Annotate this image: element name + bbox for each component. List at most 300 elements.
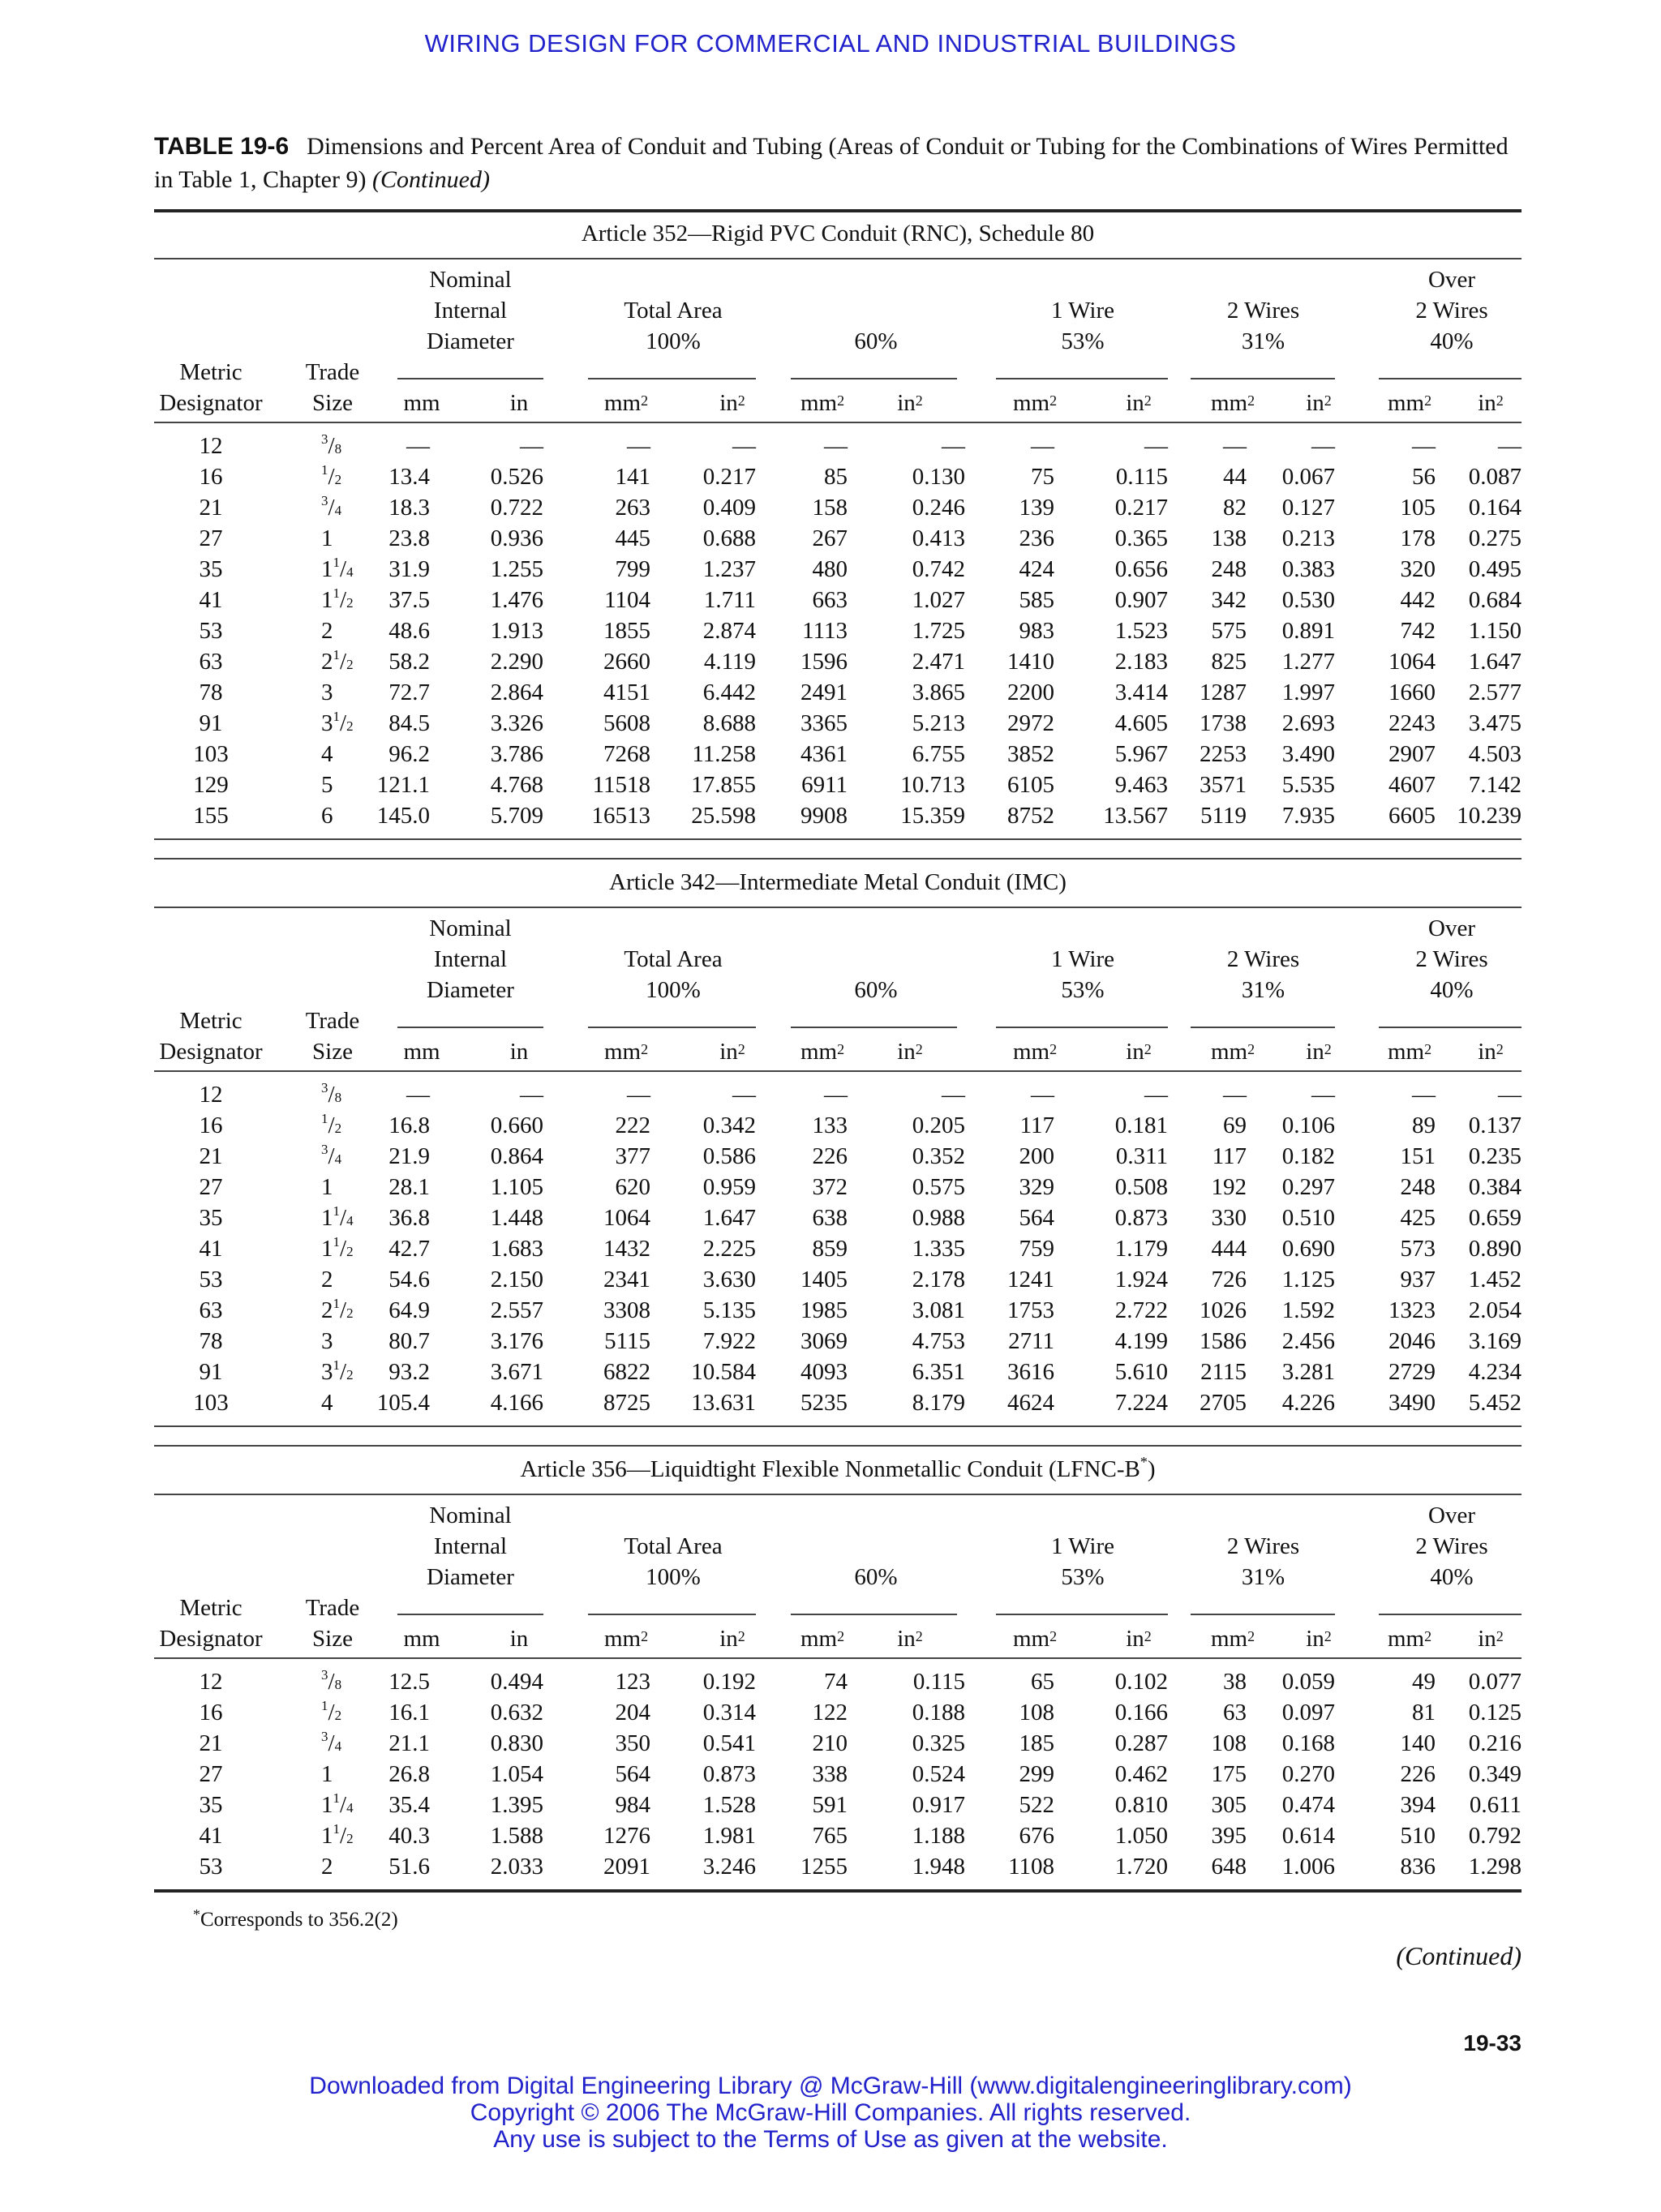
- table-cell: —: [1223, 1082, 1247, 1108]
- table-cell: 18.3: [388, 495, 430, 521]
- table-cell: 395: [1211, 1823, 1247, 1849]
- table-cell: 1.997: [1281, 679, 1335, 705]
- table-cell: 6.351: [912, 1359, 965, 1385]
- group-underline: [791, 1614, 957, 1615]
- trade-size: 2: [321, 1854, 333, 1880]
- header-top-rule: [154, 1494, 1522, 1495]
- table-cell: 2.290: [490, 649, 543, 675]
- table-cell: 8.688: [702, 710, 756, 736]
- table-cell: 21.1: [388, 1730, 430, 1756]
- header-31: 31%: [1241, 1564, 1285, 1590]
- table-cell: 1.125: [1281, 1267, 1335, 1292]
- table-cell: 0.213: [1281, 525, 1335, 551]
- table-cell: 1.452: [1468, 1267, 1522, 1292]
- table-cell: 1.277: [1281, 649, 1335, 675]
- header-unit-in: $in^2$: [897, 390, 923, 416]
- footnote-mark: *: [193, 1906, 200, 1923]
- trade-size: $1^1/2$: [321, 585, 354, 613]
- table-cell: 2.471: [912, 649, 965, 675]
- table-cell: 2243: [1388, 710, 1436, 736]
- metric-designator: 16: [199, 1700, 223, 1725]
- table-label: TABLE 19-6: [154, 133, 290, 160]
- header-bottom-rule: [154, 1657, 1522, 1659]
- group-underline: [1191, 1614, 1335, 1615]
- table-cell: 0.181: [1114, 1112, 1168, 1138]
- table-cell: —: [1223, 433, 1247, 459]
- header-unit-mm: $mm^2$: [1387, 1626, 1432, 1652]
- table-cell: 0.314: [702, 1700, 756, 1725]
- page-number: 19-33: [1463, 2030, 1522, 2056]
- group-underline: [996, 1614, 1168, 1615]
- table-cell: 5.452: [1468, 1390, 1522, 1416]
- header-over-2-wires: 2 Wires: [1415, 946, 1488, 972]
- table-cell: 2.225: [702, 1236, 756, 1262]
- trade-size: $^1$/2: [321, 1698, 342, 1725]
- table-cell: 1113: [802, 618, 848, 644]
- header-unit-in: $in^2$: [897, 1626, 923, 1652]
- group-underline: [397, 1614, 543, 1615]
- trade-size: $^1$/2: [321, 1111, 342, 1138]
- table-cell: 0.297: [1281, 1174, 1335, 1200]
- superscript-2: 2: [837, 392, 845, 409]
- table-cell: 0.349: [1468, 1761, 1522, 1787]
- table-cell: —: [1412, 433, 1436, 459]
- table-cell: 1.179: [1114, 1236, 1168, 1262]
- table-cell: 7.935: [1281, 803, 1335, 829]
- table-cell: 1.711: [703, 587, 756, 613]
- table-cell: 158: [812, 495, 848, 521]
- table-cell: 442: [1400, 587, 1436, 613]
- header-1-wire: 1 Wire: [1050, 298, 1115, 324]
- table-cell: 185: [1019, 1730, 1054, 1756]
- trade-size: $1^1/4$: [321, 555, 354, 582]
- metric-designator: 53: [199, 1854, 223, 1880]
- superscript-2: 2: [1049, 392, 1058, 409]
- table-cell: 1586: [1200, 1328, 1247, 1354]
- table-cell: 0.270: [1281, 1761, 1335, 1787]
- header-40: 40%: [1430, 977, 1474, 1003]
- table-cell: 836: [1400, 1854, 1436, 1880]
- table-cell: —: [942, 1082, 965, 1108]
- header-size: Size: [312, 1039, 353, 1065]
- table-cell: 56: [1412, 464, 1436, 490]
- table-cell: 0.660: [490, 1112, 543, 1138]
- table-cell: 204: [615, 1700, 650, 1725]
- table-cell: 2115: [1200, 1359, 1247, 1385]
- header-60: 60%: [854, 977, 898, 1003]
- table-cell: 305: [1211, 1792, 1247, 1818]
- table-cell: 89: [1412, 1112, 1436, 1138]
- table-cell: 9.463: [1114, 772, 1168, 798]
- metric-designator: 41: [199, 1823, 223, 1849]
- table-cell: 1.150: [1468, 618, 1522, 644]
- table-cell: 4.226: [1281, 1390, 1335, 1416]
- table-cell: 0.192: [702, 1669, 756, 1695]
- header-unit-mm: mm: [403, 1626, 440, 1652]
- table-cell: 1738: [1200, 710, 1247, 736]
- header-unit-in: in: [509, 1039, 529, 1065]
- table-cell: 0.614: [1281, 1823, 1335, 1849]
- group-underline: [996, 378, 1168, 379]
- header-metric: Metric: [179, 1595, 242, 1621]
- header-metric: Metric: [179, 359, 242, 385]
- table-cell: 0.586: [702, 1143, 756, 1169]
- table-cell: 54.6: [388, 1267, 430, 1292]
- header-unit-mm: $mm^2$: [800, 1626, 845, 1652]
- table-cell: 0.164: [1468, 495, 1522, 521]
- trade-size: 4: [321, 1390, 333, 1416]
- table-cell: 1276: [603, 1823, 650, 1849]
- table-cell: 445: [615, 525, 650, 551]
- superscript-2: 2: [915, 1628, 923, 1644]
- trade-size: $3^1/2$: [321, 1357, 354, 1385]
- table-cell: 5.967: [1114, 741, 1168, 767]
- table-cell: 564: [1019, 1205, 1054, 1231]
- table-cell: 1.448: [490, 1205, 543, 1231]
- trade-size: $3^1/2$: [321, 709, 354, 736]
- header-2-wires: 2 Wires: [1226, 1533, 1300, 1559]
- table-cell: 8.179: [912, 1390, 965, 1416]
- table-cell: 0.217: [1114, 495, 1168, 521]
- table-cell: 329: [1019, 1174, 1054, 1200]
- table-cell: 0.864: [490, 1143, 543, 1169]
- table-cell: 74: [824, 1669, 848, 1695]
- table-cell: —: [520, 433, 543, 459]
- table-cell: —: [406, 1082, 430, 1108]
- table-cell: 510: [1400, 1823, 1436, 1849]
- table-cell: 1108: [1008, 1854, 1054, 1880]
- table-cell: 983: [1019, 618, 1054, 644]
- metric-designator: 91: [199, 710, 223, 736]
- header-total-100: 100%: [646, 328, 701, 354]
- table-cell: 1.395: [490, 1792, 543, 1818]
- superscript-2: 2: [1144, 1041, 1152, 1057]
- table-cell: 3616: [1007, 1359, 1054, 1385]
- table-cell: —: [406, 433, 430, 459]
- header-nominal: Nominal: [429, 915, 512, 941]
- header-unit-mm: $mm^2$: [603, 1626, 649, 1652]
- table-cell: 42.7: [388, 1236, 430, 1262]
- header-total-100: 100%: [646, 977, 701, 1003]
- header-unit-in: $in^2$: [719, 1626, 745, 1652]
- table-cell: 1405: [800, 1267, 848, 1292]
- table-cell: 522: [1019, 1792, 1054, 1818]
- table-cell: 263: [615, 495, 650, 521]
- header-total-area: Total Area: [624, 946, 723, 972]
- table-cell: —: [732, 1082, 756, 1108]
- table-cell: —: [627, 1082, 650, 1108]
- table-cell: 248: [1400, 1174, 1436, 1200]
- trade-size: $^3$/8: [321, 431, 342, 459]
- header-unit-mm: $mm^2$: [1210, 390, 1255, 416]
- table-cell: 1.476: [490, 587, 543, 613]
- table-cell: 1.054: [490, 1761, 543, 1787]
- header-2-wires: 2 Wires: [1226, 946, 1300, 972]
- table-cell: 394: [1400, 1792, 1436, 1818]
- superscript-2: 2: [1247, 1041, 1255, 1057]
- superscript-2: 2: [1144, 1628, 1152, 1644]
- section-top-rule: [154, 1445, 1522, 1447]
- table-cell: 676: [1019, 1823, 1054, 1849]
- table-cell: 108: [1211, 1730, 1247, 1756]
- table-cell: 3308: [603, 1297, 650, 1323]
- header-total-100: 100%: [646, 1564, 701, 1590]
- metric-designator: 53: [199, 1267, 223, 1292]
- table-cell: 1.105: [490, 1174, 543, 1200]
- table-cell: 1.924: [1114, 1267, 1168, 1292]
- table-cell: 3.326: [490, 710, 543, 736]
- table-cell: 3.490: [1281, 741, 1335, 767]
- table-cell: 0.611: [1469, 1792, 1522, 1818]
- table-cell: 0.742: [912, 556, 965, 582]
- group-underline: [1379, 1027, 1522, 1028]
- table-cell: 0.508: [1114, 1174, 1168, 1200]
- table-cell: 105.4: [376, 1390, 430, 1416]
- table-cell: 2.693: [1281, 710, 1335, 736]
- table-cell: 1.720: [1114, 1854, 1168, 1880]
- table-cell: 1.237: [702, 556, 756, 582]
- table-cell: 1.027: [912, 587, 965, 613]
- table-cell: 192: [1211, 1174, 1247, 1200]
- header-unit-in: in: [509, 1626, 529, 1652]
- table-cell: 0.988: [912, 1205, 965, 1231]
- group-underline: [791, 1027, 957, 1028]
- header-unit-in: $in^2$: [1306, 1039, 1332, 1065]
- table-cell: —: [1144, 433, 1168, 459]
- table-cell: 6.755: [912, 741, 965, 767]
- header-unit-mm: mm: [403, 390, 440, 416]
- header-unit-mm: $mm^2$: [1210, 1039, 1255, 1065]
- table-cell: 65: [1031, 1669, 1054, 1695]
- superscript-2: 2: [1049, 1628, 1058, 1644]
- metric-designator: 21: [199, 1143, 223, 1169]
- table-cell: 133: [812, 1112, 848, 1138]
- table-cell: 0.125: [1468, 1700, 1522, 1725]
- table-cell: 17.855: [691, 772, 756, 798]
- table-cell: 93.2: [388, 1359, 430, 1385]
- header-unit-in: $in^2$: [719, 1039, 745, 1065]
- trade-size: $1^1/4$: [321, 1790, 354, 1818]
- table-cell: 0.510: [1281, 1205, 1335, 1231]
- table-cell: 3.630: [702, 1267, 756, 1292]
- group-underline: [1379, 1614, 1522, 1615]
- table-cell: 1104: [604, 587, 650, 613]
- superscript-2: 2: [737, 1041, 745, 1057]
- trade-size: $2^1/2$: [321, 647, 354, 675]
- table-cell: 96.2: [388, 741, 430, 767]
- table-cell: 0.873: [1114, 1205, 1168, 1231]
- metric-designator: 129: [193, 772, 229, 798]
- table-cell: 3.671: [490, 1359, 543, 1385]
- table-cell: 825: [1211, 649, 1247, 675]
- trade-size: 6: [321, 803, 333, 829]
- table-cell: 0.526: [490, 464, 543, 490]
- trade-size: 1: [321, 1761, 333, 1787]
- table-cell: 1.006: [1281, 1854, 1335, 1880]
- header-diameter: Diameter: [427, 328, 514, 354]
- metric-designator: 35: [199, 1205, 223, 1231]
- table-cell: 1432: [603, 1236, 650, 1262]
- download-notice-line3: Any use is subject to the Terms of Use as given at the website.: [493, 2126, 1168, 2153]
- table-cell: 480: [812, 556, 848, 582]
- superscript-2: 2: [737, 1628, 745, 1644]
- table-cell: 8752: [1007, 803, 1054, 829]
- table-cell: 3.865: [912, 679, 965, 705]
- superscript-2: 2: [915, 392, 923, 409]
- table-cell: 4.119: [703, 649, 756, 675]
- header-internal: Internal: [433, 1533, 508, 1559]
- superscript-2: 2: [1424, 1041, 1432, 1057]
- table-cell: 7.142: [1468, 772, 1522, 798]
- superscript-2: 2: [641, 392, 649, 409]
- table-cell: 0.659: [1468, 1205, 1522, 1231]
- table-cell: 1.981: [702, 1823, 756, 1849]
- header-over: Over: [1428, 915, 1475, 941]
- table-cell: 372: [812, 1174, 848, 1200]
- header-bottom-rule: [154, 1070, 1522, 1072]
- metric-designator: 12: [199, 1669, 223, 1695]
- header-unit-mm: $mm^2$: [603, 390, 649, 416]
- header-unit-mm: $mm^2$: [800, 390, 845, 416]
- table-cell: 236: [1019, 525, 1054, 551]
- table-cell: 648: [1211, 1854, 1247, 1880]
- table-cell: 4093: [800, 1359, 848, 1385]
- table-cell: 444: [1211, 1236, 1247, 1262]
- header-nominal: Nominal: [429, 1503, 512, 1528]
- table-cell: 663: [812, 587, 848, 613]
- table-cell: 0.097: [1281, 1700, 1335, 1725]
- section-bottom-rule: [154, 838, 1522, 840]
- table-cell: 342: [1211, 587, 1247, 613]
- metric-designator: 155: [193, 803, 229, 829]
- table-cell: 0.352: [912, 1143, 965, 1169]
- table-cell: 0.087: [1468, 464, 1522, 490]
- table-cell: 1.948: [912, 1854, 965, 1880]
- section-top-rule: [154, 209, 1522, 212]
- table-cell: 80.7: [388, 1328, 430, 1354]
- table-cell: 2711: [1008, 1328, 1054, 1354]
- header-unit-in: $in^2$: [1478, 1626, 1504, 1652]
- table-cell: —: [520, 1082, 543, 1108]
- table-cell: 765: [812, 1823, 848, 1849]
- table-cell: 5.610: [1114, 1359, 1168, 1385]
- table-cell: 2729: [1388, 1359, 1436, 1385]
- header-unit-in: in: [509, 390, 529, 416]
- section-title: Article 356—Liquidtight Flexible Nonmetallic Conduit (LFNC-B*): [520, 1454, 1156, 1482]
- table-cell: 1.050: [1114, 1823, 1168, 1849]
- table-cell: 0.246: [912, 495, 965, 521]
- table-cell: 338: [812, 1761, 848, 1787]
- table-cell: 0.205: [912, 1112, 965, 1138]
- table-cell: 1255: [800, 1854, 848, 1880]
- table-cell: 48.6: [388, 618, 430, 644]
- header-over: Over: [1428, 1503, 1475, 1528]
- table-caption: [154, 130, 1533, 196]
- metric-designator: 27: [199, 1174, 223, 1200]
- group-underline: [588, 1614, 756, 1615]
- metric-designator: 41: [199, 1236, 223, 1262]
- table-cell: 0.102: [1114, 1669, 1168, 1695]
- table-cell: 1.725: [912, 618, 965, 644]
- table-cell: 49: [1412, 1669, 1436, 1695]
- superscript-2: 2: [1247, 392, 1255, 409]
- table-cell: 5.213: [912, 710, 965, 736]
- table-cell: 5.135: [702, 1297, 756, 1323]
- table-cell: 2091: [603, 1854, 650, 1880]
- metric-designator: 16: [199, 1112, 223, 1138]
- header-unit-mm: $mm^2$: [1012, 1626, 1058, 1652]
- table-cell: 1241: [1007, 1267, 1054, 1292]
- metric-designator: 12: [199, 1082, 223, 1108]
- header-bottom-rule: [154, 422, 1522, 423]
- table-cell: —: [1031, 1082, 1054, 1108]
- trade-size: 1: [321, 525, 333, 551]
- trade-size: $1^1/2$: [321, 1821, 354, 1849]
- metric-designator: 78: [199, 679, 223, 705]
- header-diameter: Diameter: [427, 1564, 514, 1590]
- table-cell: 6.442: [702, 679, 756, 705]
- table-cell: 1410: [1007, 649, 1054, 675]
- superscript-2: 2: [1424, 1628, 1432, 1644]
- metric-designator: 16: [199, 464, 223, 490]
- table-cell: 0.137: [1468, 1112, 1522, 1138]
- table-cell: 1.588: [490, 1823, 543, 1849]
- table-cell: 82: [1223, 495, 1247, 521]
- table-cell: 2200: [1007, 679, 1054, 705]
- table-cell: 210: [812, 1730, 848, 1756]
- table-cell: 13.4: [388, 464, 430, 490]
- table-cell: 6822: [603, 1359, 650, 1385]
- group-underline: [791, 378, 957, 379]
- superscript-2: 2: [837, 1628, 845, 1644]
- table-cell: 3.475: [1468, 710, 1522, 736]
- header-1-wire: 1 Wire: [1050, 1533, 1115, 1559]
- trade-size: $2^1/2$: [321, 1296, 354, 1323]
- table-cell: 3.169: [1468, 1328, 1522, 1354]
- header-trade: Trade: [305, 1595, 360, 1621]
- table-cell: —: [942, 433, 965, 459]
- table-cell: 3571: [1200, 772, 1247, 798]
- metric-designator: 41: [199, 587, 223, 613]
- metric-designator: 63: [199, 649, 223, 675]
- header-unit-mm: $mm^2$: [1387, 390, 1432, 416]
- table-cell: 4607: [1388, 772, 1436, 798]
- table-cell: —: [627, 433, 650, 459]
- table-cell: 3.176: [490, 1328, 543, 1354]
- trade-size: $^3$/4: [321, 1142, 342, 1169]
- table-cell: 585: [1019, 587, 1054, 613]
- table-cell: 0.115: [912, 1669, 965, 1695]
- table-cell: 859: [812, 1236, 848, 1262]
- table-cell: 575: [1211, 618, 1247, 644]
- header-unit-in: $in^2$: [1478, 390, 1504, 416]
- table-cell: 138: [1211, 525, 1247, 551]
- continued-label: (Continued): [1396, 1941, 1522, 1970]
- superscript-2: 2: [1496, 1041, 1504, 1057]
- table-cell: 2.557: [490, 1297, 543, 1323]
- table-cell: 0.684: [1468, 587, 1522, 613]
- header-top-rule: [154, 258, 1522, 259]
- table-cell: 0.115: [1115, 464, 1168, 490]
- table-cell: 4.503: [1468, 741, 1522, 767]
- table-cell: 16513: [591, 803, 650, 829]
- header-over: Over: [1428, 267, 1475, 293]
- superscript-2: 2: [1496, 1628, 1504, 1644]
- table-cell: 0.959: [702, 1174, 756, 1200]
- table-cell: 58.2: [388, 649, 430, 675]
- table-cell: —: [824, 1082, 848, 1108]
- table-cell: 726: [1211, 1267, 1247, 1292]
